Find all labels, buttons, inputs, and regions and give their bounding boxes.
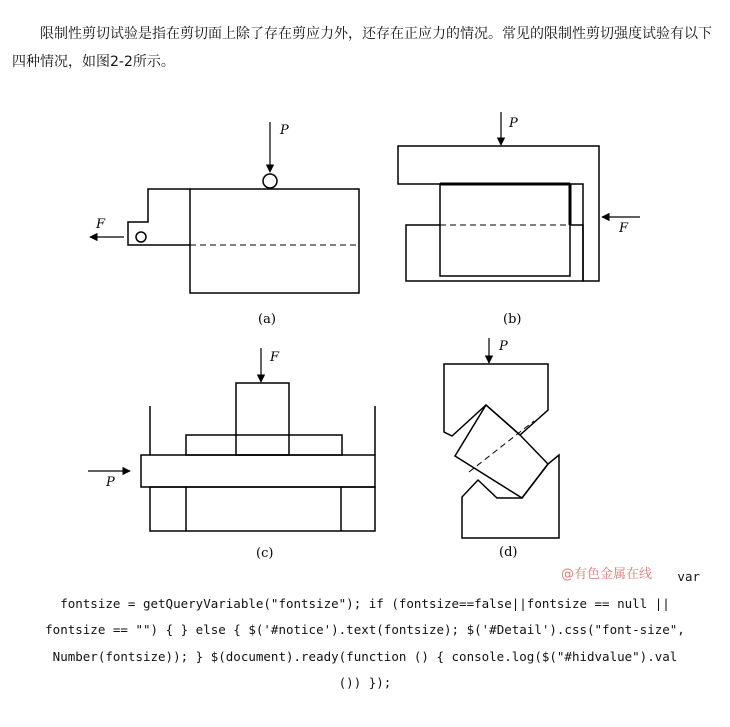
figure-2-2 <box>0 100 730 574</box>
force-label-c-left: P <box>106 475 115 490</box>
figure-label-a: (a) <box>258 312 276 327</box>
force-label-b-top: P <box>509 116 518 131</box>
figure-label-d: (d) <box>499 545 518 560</box>
code-snippet <box>14 564 716 697</box>
force-label-a-top: P <box>280 123 289 138</box>
figure-label-b: (b) <box>503 312 522 327</box>
code-line: var <box>677 569 700 584</box>
code-line: fontsize == "") { } else { $('#notice').text(fontsize); $('#Detail').css("font-size", <box>45 622 685 637</box>
shear-test-diagrams <box>0 100 730 570</box>
figure-label-c: (c) <box>256 546 274 561</box>
force-label-b-right: F <box>619 221 629 236</box>
force-label-c-top: F <box>270 350 280 365</box>
diagram-b <box>398 112 640 281</box>
code-line: ()) }); <box>338 675 392 690</box>
diagram-c <box>88 348 375 531</box>
intro-paragraph: 限制性剪切试验是指在剪切面上除了存在剪应力外，还存在正应力的情况。常见的限制性剪切强度试验有以下四种情况，如图2-2所示。 <box>12 26 712 70</box>
force-label-d-top: P <box>499 339 508 354</box>
diagram-a <box>90 122 359 293</box>
diagram-d <box>444 338 559 538</box>
watermark: @有色金属在线 <box>561 567 653 582</box>
force-label-a-left: F <box>96 217 106 232</box>
code-line: fontsize = getQueryVariable("fontsize"); if (fontsize==false||fontsize == null || <box>60 595 670 611</box>
code-line: Number(fontsize)); } $(document).ready(function () { console.log($("#hidvalue").val <box>52 648 678 664</box>
